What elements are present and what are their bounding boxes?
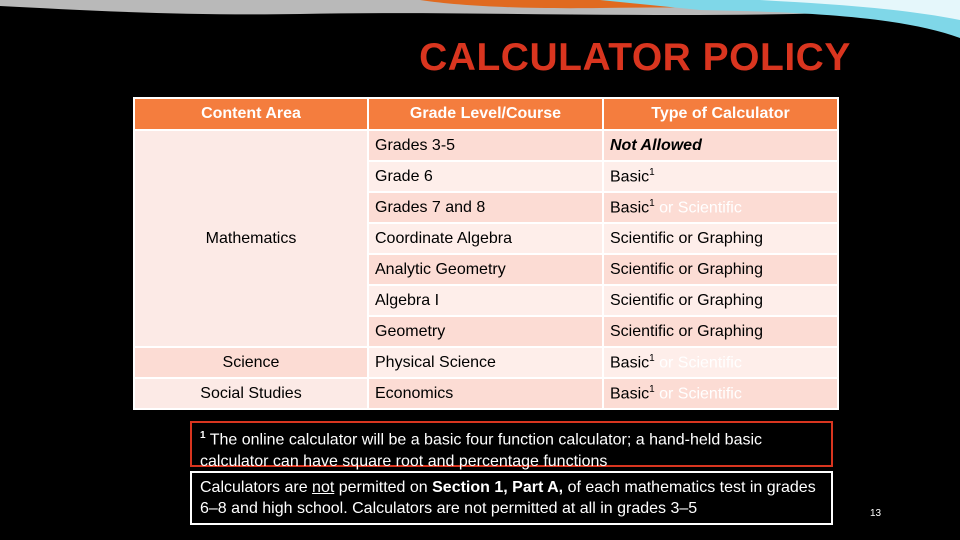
subject-mathematics: Mathematics <box>134 130 368 347</box>
calc-cell: Scientific or Graphing <box>603 223 838 254</box>
page-title: CALCULATOR POLICY <box>419 36 851 79</box>
calc-cell <box>603 347 838 378</box>
calc-type: Basic <box>610 385 650 403</box>
calc-type: Not Allowed <box>610 136 702 154</box>
footnote-marker: 1 <box>649 197 655 209</box>
calc-cell <box>603 378 838 409</box>
course-cell: Grade 6 <box>368 161 603 192</box>
policy-not: not <box>312 479 335 496</box>
col-header-content-area: Content Area <box>134 98 368 130</box>
calc-type: Basic <box>610 199 650 217</box>
calc-alt: or Scientific <box>654 385 742 403</box>
course-cell: Physical Science <box>368 347 603 378</box>
col-header-calculator-type: Type of Calculator <box>603 98 838 130</box>
calc-cell <box>603 192 838 223</box>
page-number: 13 <box>870 508 882 519</box>
course-cell: Grades 3-5 <box>368 130 603 161</box>
policy-section: Section 1, Part A, <box>432 479 564 496</box>
course-cell: Algebra I <box>368 285 603 316</box>
table-row <box>134 378 838 409</box>
subject-social-studies: Social Studies <box>134 378 368 409</box>
header-decoration <box>0 0 960 40</box>
policy-text-3: of each mathematics test in grades 6–8 and high school. Calculators are not permitted at all in grades 3–5 <box>200 479 816 517</box>
footnote-marker: 1 <box>649 383 655 395</box>
calc-type: Basic <box>610 354 650 372</box>
policy-box <box>190 471 833 525</box>
calc-type: Basic <box>610 168 650 186</box>
course-cell: Economics <box>368 378 603 409</box>
col-header-grade-level: Grade Level/Course <box>368 98 603 130</box>
footnote-marker: 1 <box>649 352 655 364</box>
footnote-text: The online calculator will be a basic four function calculator; a hand-held basic calculator can have square root and percentage functions <box>200 431 763 471</box>
calc-cell <box>603 161 838 192</box>
course-cell: Coordinate Algebra <box>368 223 603 254</box>
policy-text-1: Calculators are <box>200 479 313 496</box>
footnote-marker: 1 <box>200 430 206 441</box>
calculator-policy-table <box>133 97 839 410</box>
calc-alt: or Scientific <box>654 199 742 217</box>
footnote-marker: 1 <box>649 166 655 178</box>
table-header-row <box>134 98 838 130</box>
policy-text-2: permitted on <box>334 479 433 496</box>
calc-cell: Scientific or Graphing <box>603 316 838 347</box>
subject-science: Science <box>134 347 368 378</box>
calc-alt: or Scientific <box>654 354 742 372</box>
table-row <box>134 347 838 378</box>
table-row <box>134 130 838 161</box>
course-cell: Analytic Geometry <box>368 254 603 285</box>
course-cell: Grades 7 and 8 <box>368 192 603 223</box>
footnote-box <box>190 421 833 471</box>
course-cell: Geometry <box>368 316 603 347</box>
calc-cell: Scientific or Graphing <box>603 254 838 285</box>
calc-cell <box>603 130 838 161</box>
calc-cell: Scientific or Graphing <box>603 285 838 316</box>
